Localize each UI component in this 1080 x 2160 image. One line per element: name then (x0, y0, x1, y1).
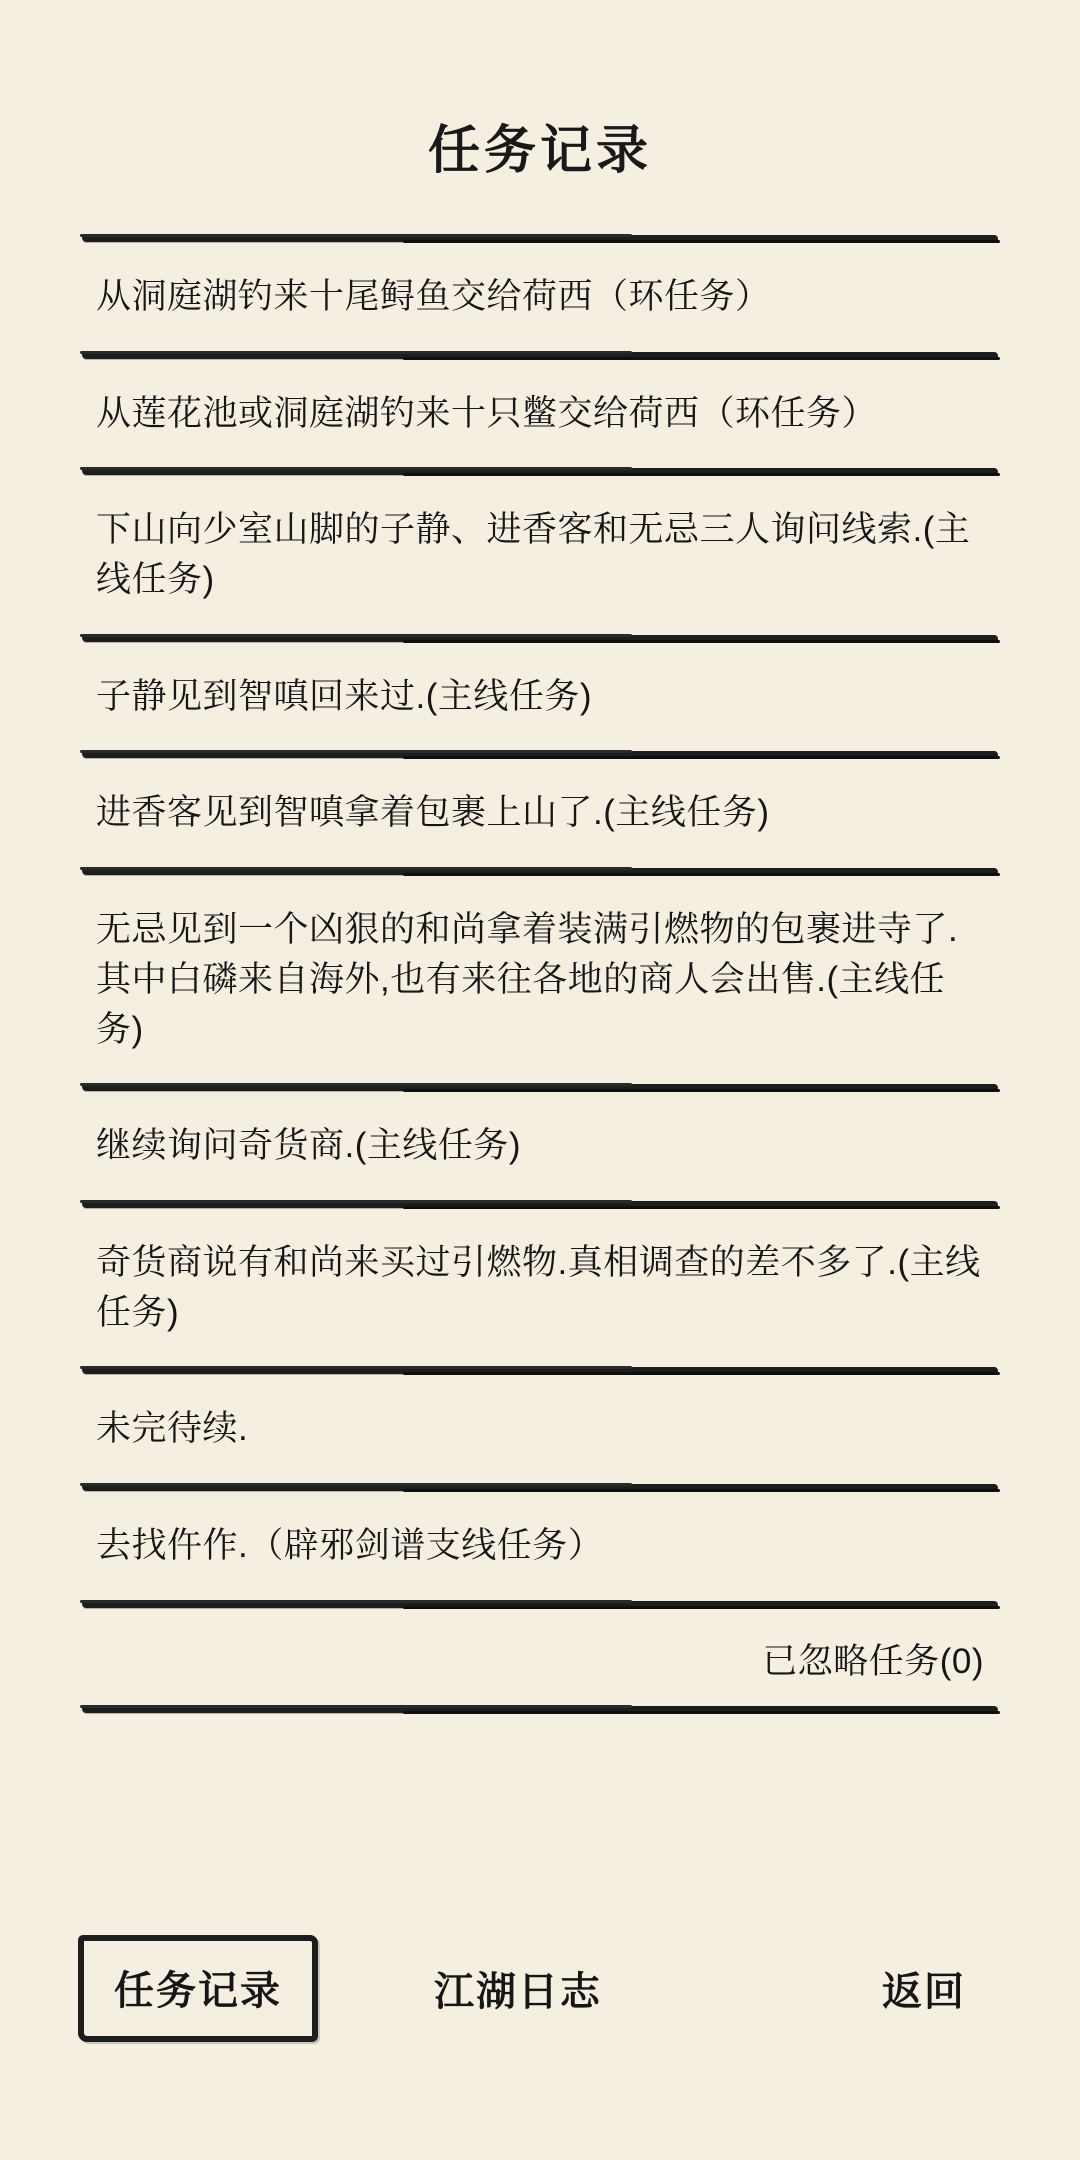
quest-entry[interactable]: 下山向少室山脚的子静、进香客和无忌三人询问线索.(主线任务) (96, 510, 971, 600)
divider (82, 635, 998, 642)
back-button[interactable]: 返回 (882, 1960, 966, 2017)
quest-entry[interactable]: 进香客见到智嗔拿着包裹上山了.(主线任务) (96, 793, 770, 833)
quest-entry[interactable]: 继续询问奇货商.(主线任务) (96, 1126, 522, 1166)
divider (82, 1601, 998, 1608)
bottom-bar (0, 1935, 1080, 2042)
quest-entry[interactable]: 去找仵作.（辟邪剑谱支线任务） (96, 1525, 604, 1565)
tab-quest-log[interactable]: 任务记录 (78, 1935, 318, 2042)
divider (82, 1084, 998, 1091)
quest-entry[interactable]: 从莲花池或洞庭湖钓来十只鳖交给荷西（环任务） (96, 393, 878, 433)
ignored-quests-label[interactable]: 已忽略任务(0) (762, 1641, 984, 1681)
divider (82, 1484, 998, 1491)
divider (82, 868, 998, 875)
quest-list (0, 235, 1080, 1713)
divider (82, 751, 998, 758)
divider (82, 1706, 998, 1713)
divider (82, 1367, 998, 1374)
page-title: 任务记录 (427, 122, 652, 180)
divider (82, 1201, 998, 1208)
quest-entry[interactable]: 奇货商说有和尚来买过引燃物.真相调查的差不多了.(主线任务) (96, 1242, 981, 1332)
quest-entry[interactable]: 从洞庭湖钓来十尾鲟鱼交给荷西（环任务） (96, 277, 771, 316)
divider (82, 468, 998, 475)
divider (82, 352, 998, 359)
tab-journal[interactable]: 江湖日志 (434, 1960, 602, 2017)
quest-entry[interactable]: 未完待续. (96, 1409, 249, 1449)
quest-entry[interactable]: 无忌见到一个凶狠的和尚拿着装满引燃物的包裹进寺了.其中白磷来自海外,也有来往各地的商人会出售.(主线任务) (96, 910, 959, 1049)
divider (82, 235, 998, 242)
quest-entry[interactable]: 子静见到智嗔回来过.(主线任务) (96, 676, 593, 716)
